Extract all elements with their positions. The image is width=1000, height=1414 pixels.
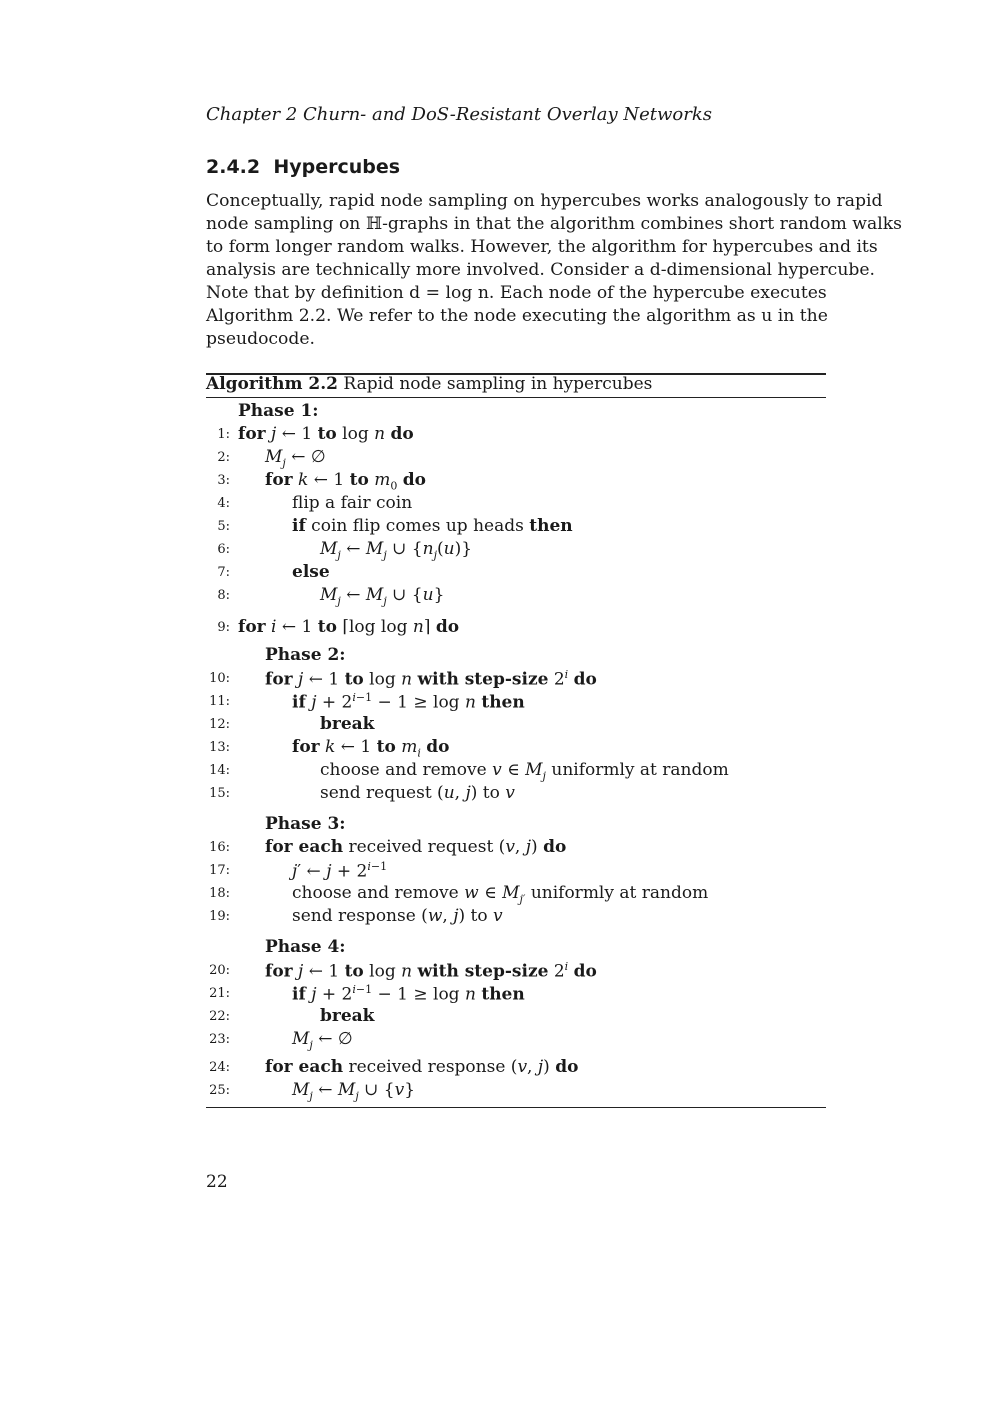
algorithm-label: Algorithm 2.2 [206, 374, 338, 394]
line-number: 19: [209, 909, 230, 924]
algorithm-caption-rule [206, 397, 826, 398]
line-number: 23: [209, 1032, 230, 1047]
algorithm-line: 20: for j ← 1 to log n with step-size 2$^i$ do [206, 960, 826, 982]
algorithm-line: 15: send request (u, j) to v [206, 783, 826, 805]
line-number: 2: [217, 450, 230, 465]
algorithm-line: 12: break [206, 714, 826, 736]
paragraph-line: Note that by definition d = log n. Each node of the hypercube executes [206, 283, 827, 303]
line-number: 15: [209, 786, 230, 801]
line-number: 1: [217, 427, 230, 442]
algorithm-caption [206, 374, 652, 394]
phase-heading: Phase 1: [238, 401, 319, 421]
algorithm-line: 21: if $j + 2^{i-1} - 1 \ge \log n$ then [206, 983, 826, 1005]
line-number: 5: [217, 519, 230, 534]
paragraph-line: analysis are technically more involved. Consider a d-dimensional hypercube. [206, 260, 876, 280]
line-number: 10: [209, 671, 230, 686]
running-header: Chapter 2 Churn- and DoS-Resistant Overlay Networks [206, 104, 713, 125]
section-number: 2.4.2 [206, 156, 261, 178]
algorithm-line: 25: $M_j$ ← $M_j$ ∪ {v} [206, 1080, 826, 1102]
algorithm-line: 17: j′ ← $j + 2^{i-1}$ [206, 860, 826, 882]
line-number: 13: [209, 740, 230, 755]
phase-heading: Phase 3: [265, 814, 346, 834]
paragraph-line: Algorithm 2.2. We refer to the node executing the algorithm as u in the [206, 306, 828, 326]
line-number: 17: [209, 863, 230, 878]
algorithm-title: Rapid node sampling in hypercubes [343, 374, 653, 394]
algorithm-line: 24: for each received response (v, j) do [206, 1057, 826, 1079]
algorithm-line: 14: choose and remove v ∈ $M_j$ uniformly at random [206, 760, 826, 782]
algorithm-line: 18: choose and remove w ∈ $M_{j'}$ uniformly at random [206, 883, 826, 905]
line-number: 16: [209, 840, 230, 855]
line-number: 21: [209, 986, 230, 1001]
phase-heading: Phase 2: [265, 645, 346, 665]
algorithm-line: 5: if coin flip comes up heads then [206, 516, 826, 538]
line-number: 9: [217, 620, 230, 635]
paragraph-line: to form longer random walks. However, the algorithm for hypercubes and its [206, 237, 878, 257]
paragraph-line: Conceptually, rapid node sampling on hypercubes works analogously to rapid [206, 191, 883, 211]
algorithm-line: 13: for k ← 1 to $m_i$ do [206, 737, 826, 759]
algorithm-line: 7: else [206, 562, 826, 584]
algorithm-line: 19: send response (w, j) to v [206, 906, 826, 928]
algorithm-line: 4: flip a fair coin [206, 493, 826, 515]
section-title: Hypercubes [273, 156, 401, 178]
line-number: 4: [217, 496, 230, 511]
algorithm-line: 8: $M_j$ ← $M_j$ ∪ {u} [206, 585, 826, 607]
line-number: 14: [209, 763, 230, 778]
line-number: 22: [209, 1009, 230, 1024]
paragraph-line: pseudocode. [206, 329, 316, 349]
section-heading [206, 156, 400, 178]
algorithm-line: 1: for j ← 1 to log n do [206, 424, 826, 446]
line-number: 7: [217, 565, 230, 580]
page-number: 22 [206, 1172, 228, 1192]
algorithm-line: 6: $M_j$ ← $M_j$ ∪ $\{n_j(u)\}$ [206, 539, 826, 561]
phase-heading: Phase 4: [265, 937, 346, 957]
line-number: 12: [209, 717, 230, 732]
body-paragraph [206, 190, 902, 351]
line-number: 20: [209, 963, 230, 978]
algorithm-line: 11: if $j + 2^{i-1} - 1 \ge \log n$ then [206, 691, 826, 713]
line-number: 24: [209, 1060, 230, 1075]
algorithm-line: 10: for j ← 1 to log n with step-size 2$^i$ do [206, 668, 826, 690]
line-number: 6: [217, 542, 230, 557]
paragraph-line: node sampling on ℍ-graphs in that the algorithm combines short random walks [206, 214, 902, 234]
line-number: 11: [209, 694, 230, 709]
algorithm-line: 22: break [206, 1006, 826, 1028]
algorithm-line: 23: $M_j$ ← ∅ [206, 1029, 826, 1051]
algorithm-line: 9: for i ← 1 to ⌈log log n⌉ do [206, 617, 826, 639]
algorithm-line: 3: for k ← 1 to $m_0$ do [206, 470, 826, 492]
algorithm-line: 2: $M_j$ ← ∅ [206, 447, 826, 469]
line-number: 18: [209, 886, 230, 901]
line-number: 8: [217, 588, 230, 603]
algorithm-line: 16: for each received request (v, j) do [206, 837, 826, 859]
line-number: 25: [209, 1083, 230, 1098]
algorithm-bottom-rule [206, 1107, 826, 1108]
line-number: 3: [217, 473, 230, 488]
